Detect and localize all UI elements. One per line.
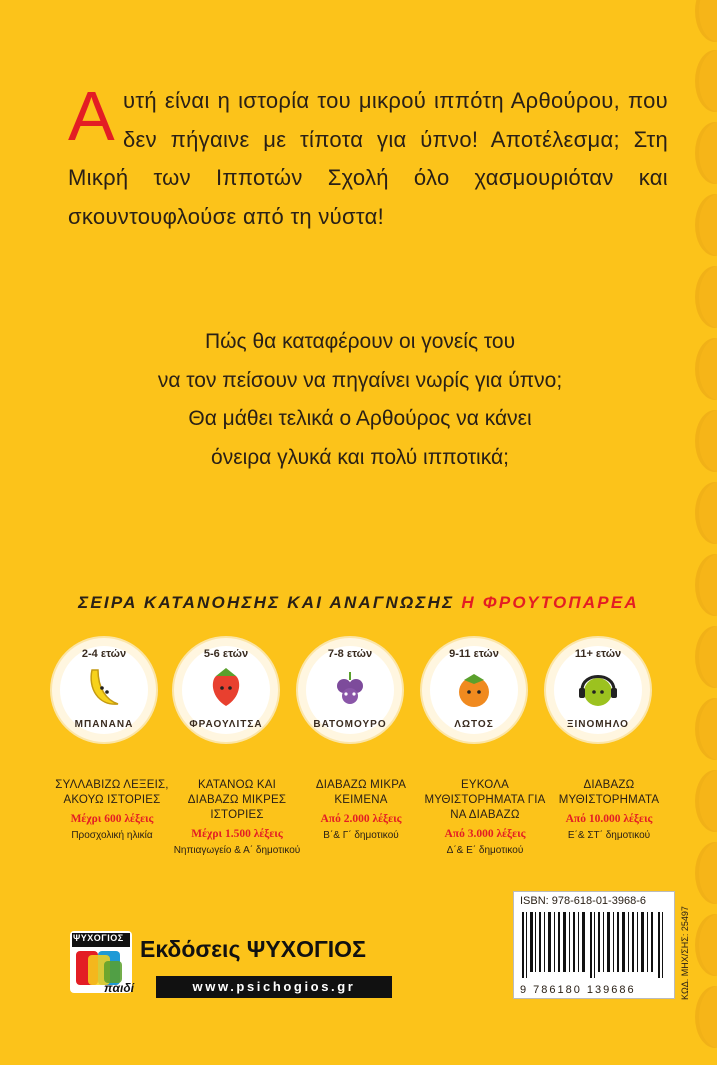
question-line: Θα μάθει τελικά ο Αρθούρος να κάνει bbox=[188, 407, 532, 430]
dropcap-letter: Α bbox=[68, 77, 115, 155]
level-badge-apple bbox=[546, 638, 650, 742]
level-title: ΔΙΑΒΑΖΩ ΜΥΘΙΣΤΟΡΗΜΑΤΑ bbox=[558, 779, 660, 806]
apple-headphones-icon bbox=[578, 664, 618, 710]
level-name: ΞΙΝΟΜΗΛΟ bbox=[567, 719, 629, 730]
level-age: 5-6 ετών bbox=[203, 648, 249, 660]
level-name: ΛΩΤΟΣ bbox=[454, 719, 494, 730]
level-badge-strawberry bbox=[174, 638, 278, 742]
level-info-banana bbox=[47, 778, 177, 841]
blackberry-icon bbox=[330, 664, 370, 710]
intro-text: υτή είναι η ιστορία του μικρού ιππότη Αρθούρου, που δεν πήγαινε με τίποτα για ύπνο! Αποτέλεσμα; Στη Μικρή των Ιπποτών Σχολή όλο χασμουριόταν και σκουντουφλούσε από τη νύστα! bbox=[68, 88, 668, 229]
series-brand: Η ΦΡΟΥΤΟΠΑΡΕΑ bbox=[461, 593, 639, 612]
isbn-digits: 9 786180 139686 bbox=[520, 984, 636, 996]
question-line: όνειρα γλυκά και πολύ ιπποτικά; bbox=[211, 445, 509, 469]
strawberry-icon bbox=[206, 664, 246, 710]
series-title-text: ΣΕΙΡΑ ΚΑΤΑΝΟΗΣΗΣ ΚΑΙ ΑΝΑΓΝΩΣΗΣ bbox=[78, 593, 455, 612]
banana-icon bbox=[84, 664, 124, 710]
persimmon-icon bbox=[454, 664, 494, 710]
spine-edge-decoration bbox=[687, 0, 717, 1065]
level-words: Από 10.000 λέξεις bbox=[565, 813, 653, 825]
level-title: ΔΙΑΒΑΖΩ ΜΙΚΡΑ ΚΕΙΜΕΝΑ bbox=[315, 779, 407, 806]
level-info-strawberry bbox=[172, 778, 302, 856]
level-title: ΚΑΤΑΝΟΩ ΚΑΙ ΔΙΑΒΑΖΩ ΜΙΚΡΕΣ ΙΣΤΟΡΙΕΣ bbox=[187, 779, 287, 821]
level-grade: Β΄& Γ΄ δημοτικού bbox=[323, 830, 399, 841]
level-badge-blackberry bbox=[298, 638, 402, 742]
level-info-blackberry bbox=[296, 778, 426, 841]
question-block bbox=[40, 323, 680, 477]
level-name: ΦΡΑΟΥΛΙΤΣΑ bbox=[189, 719, 263, 730]
publisher-logo bbox=[70, 931, 132, 993]
level-grade: Προσχολική ηλικία bbox=[71, 830, 153, 841]
question-line: να τον πείσουν να πηγαίνει νωρίς για ύπνο; bbox=[157, 368, 563, 392]
level-title: ΣΥΛΛΑΒΙΖΩ ΛΕΞΕΙΣ, ΑΚΟΥΩ ΙΣΤΟΡΙΕΣ bbox=[55, 779, 169, 806]
level-grade: Δ΄& Ε΄ δημοτικού bbox=[446, 845, 524, 856]
level-words: Από 3.000 λέξεις bbox=[444, 828, 526, 840]
level-badge-banana bbox=[52, 638, 156, 742]
level-name: ΒΑΤΟΜΟΥΡΟ bbox=[313, 719, 387, 730]
level-badges bbox=[62, 638, 662, 788]
level-info-persimmon bbox=[420, 778, 550, 856]
level-words: Από 2.000 λέξεις bbox=[320, 813, 402, 825]
series-heading bbox=[0, 593, 717, 613]
logo-bottom-text: παιδί bbox=[104, 981, 134, 995]
level-words: Μέχρι 1.500 λέξεις bbox=[191, 828, 283, 840]
level-info-apple bbox=[544, 778, 674, 841]
question-line: Πώς θα καταφέρουν οι γονείς του bbox=[204, 330, 516, 353]
intro-paragraph bbox=[68, 77, 668, 236]
isbn-barcode-box bbox=[513, 891, 675, 999]
level-age: 11+ ετών bbox=[574, 648, 622, 660]
isbn-label: ISBN: 978-618-01-3968-6 bbox=[520, 895, 646, 907]
level-age: 2-4 ετών bbox=[81, 648, 127, 660]
level-name: ΜΠΑΝΑΝΑ bbox=[74, 719, 134, 730]
product-code: ΚΩΔ. ΜΗΧ/ΣΗΣ: 25497 bbox=[680, 906, 690, 1000]
publisher-website[interactable]: www.psichogios.gr bbox=[156, 976, 392, 998]
level-grade: Νηπιαγωγείο & Α΄ δημοτικού bbox=[173, 845, 301, 856]
level-grade: Ε΄& ΣΤ΄ δημοτικού bbox=[567, 830, 651, 841]
level-title: ΕΥΚΟΛΑ ΜΥΘΙΣΤΟΡΗΜΑΤΑ ΓΙΑ ΝΑ ΔΙΑΒΑΖΩ bbox=[424, 779, 546, 821]
level-badge-persimmon bbox=[422, 638, 526, 742]
barcode-icon bbox=[520, 912, 668, 978]
logo-top-text: ΨΥΧΟΓΙΟΣ bbox=[73, 933, 124, 943]
level-age: 7-8 ετών bbox=[327, 648, 373, 660]
publisher-name: Εκδόσεις ΨΥΧΟΓΙΟΣ bbox=[140, 936, 366, 962]
level-age: 9-11 ετών bbox=[449, 648, 499, 660]
level-words: Μέχρι 600 λέξεις bbox=[70, 813, 154, 825]
